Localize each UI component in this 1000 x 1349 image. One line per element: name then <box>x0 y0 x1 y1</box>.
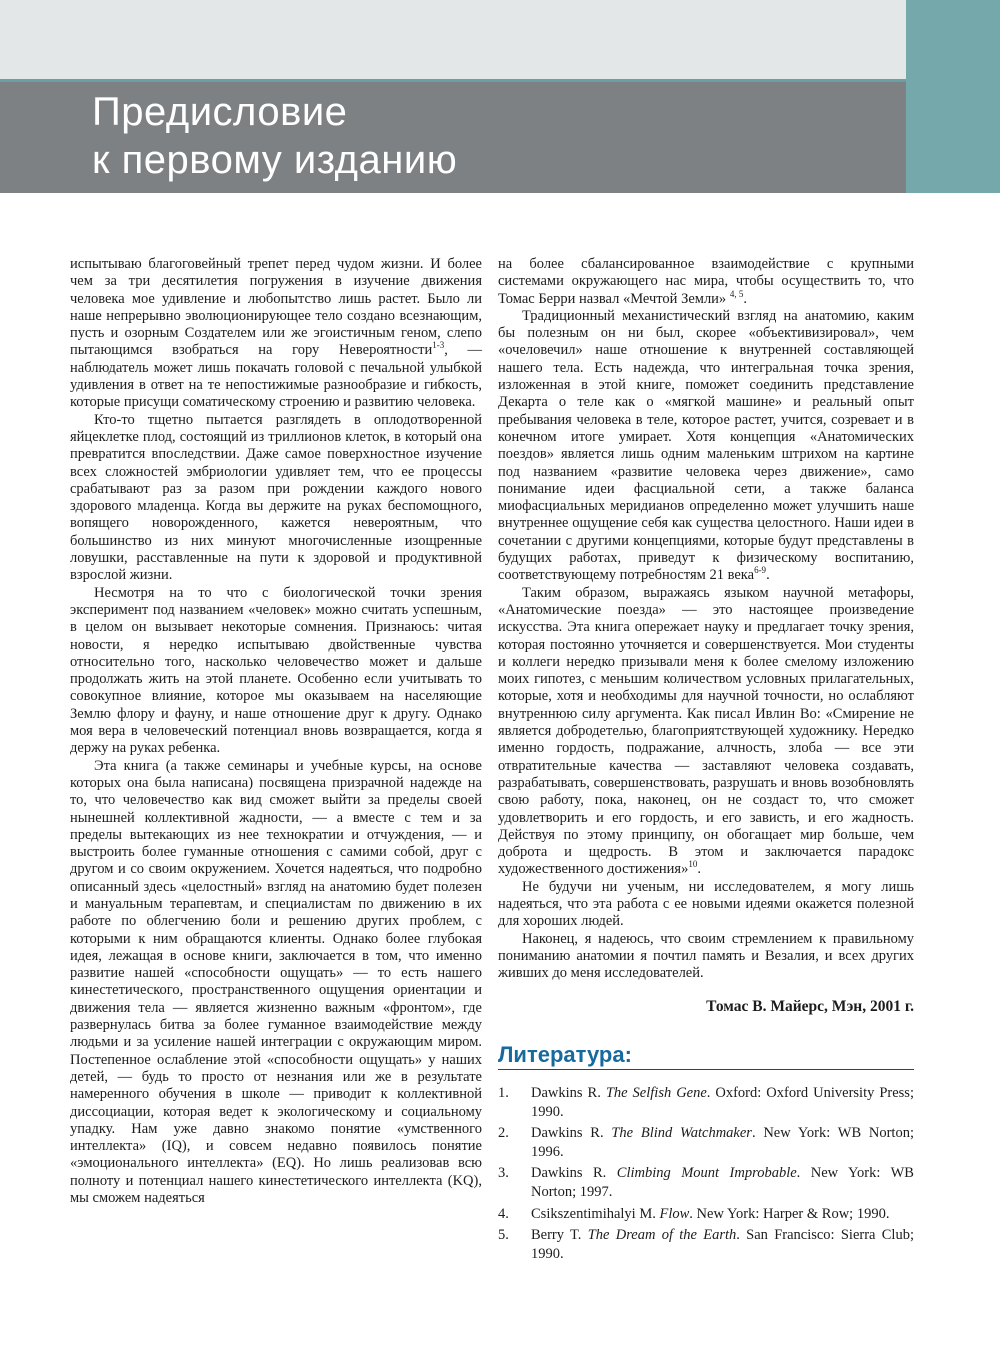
reference-item <box>498 1226 914 1263</box>
page-title-line1: Предисловие <box>92 90 348 134</box>
text-segment: . <box>697 861 701 878</box>
reference-text <box>531 1084 914 1121</box>
paragraph <box>70 585 482 758</box>
author-signature: Томас В. Майерс, Мэн, 2001 г. <box>706 998 914 1016</box>
text-segment: , — наблюдатель может лишь покачать головой с печальной улыбкой удивления в ответ на те непостижимые разнообразие и гибкость, которые присущи соматическому строению и развитию человека. <box>70 342 482 411</box>
literature-section <box>498 1041 914 1264</box>
header-light-band <box>0 0 906 79</box>
reference-item <box>498 1124 914 1161</box>
reference-title: The Selfish Gene <box>605 1085 707 1102</box>
text-segment: Berry T. <box>531 1227 588 1244</box>
text-segment: Csikszentimihalyi M. <box>531 1205 660 1222</box>
paragraph <box>498 585 914 879</box>
literature-heading: Литература: <box>498 1041 632 1067</box>
reference-number: 5. <box>498 1227 509 1244</box>
reference-list <box>498 1084 914 1263</box>
reference-title: Flow <box>659 1205 690 1222</box>
footnote-reference: 6-9 <box>754 565 767 576</box>
text-segment: Эта книга (а также семинары и учебные курсы, на основе которых она была написана) посвящена призрачной надежде на то, что человечество как вид сможет выйти за пределы своей нынешней коллективной жадности, — а вместе с тем и за пределы вытекающих из нее технократии и отчуждения, — и выстроить более гуманные отношения с самими собой, друг с другом и со своим окружением. Хочется надеяться, что подробно описанный здесь «целостный» взгляд на анатомию будет полезен и мануальным терапевтам, и специалистам по движению в их работе по облегчению боли и решению других проблем, с которыми к ним обращаются клиенты. Однако более глубокая идея, лежащая в основе книги, заключается в том, что именно развитие нашей «способности ощущать» — то есть нашего кинестетического, пространственного ощущения ориентации и движения тела — является жизненно важным «фронтом», где развернулась битва за более гуманное взаимодействие между людьми и за усиление нашей интеграции с окружающим миром. Постепенное ослабление этой «способности ощущать» у наших детей, — будь то просто от незнания или же в результате намеренного обучения в школе — приводит к коллективной диссоциации, которая ведет к экологическому и социальному упадку. Нам уже давно знакомо понятие «умственного интеллекта» (IQ), и совсем недавно появилось понятие «эмоционального интеллекта» (EQ). Но лишь реализовав всю полноту и потенциал нашего кинестетического интеллекта (KQ), мы сможем надеяться <box>70 757 482 1207</box>
right-text-column <box>498 256 914 1266</box>
text-segment: на более сбалансированное взаимодействие с крупными системами окружающего нас мира, чтобы осуществить то, что Томас Берри назвал «Мечтой Земли» <box>498 256 914 307</box>
text-segment: Не будучи ни ученым, ни исследователем, я могу лишь надеяться, что эта работа с ее новыми идеями окажется полезной для хороших людей. <box>498 878 914 930</box>
reference-number: 1. <box>498 1085 509 1102</box>
paragraph <box>70 256 482 412</box>
left-text-column <box>70 256 482 1207</box>
paragraph <box>70 758 482 1208</box>
text-segment: Таким образом, выражаясь языком научной метафоры, «Анатомические поезда» — это настоящее произведение искусства. Эта книга опережает науку и предлагает точку зрения, которая постоянно уточняется и совершенствуется. Мои студенты и коллеги нередко призывали меня к более смелому изложению моих гипотез, с меньшим количеством условных прилагательных, которые, хотя и необходимы для научной точности, но ослабляют внутреннюю силу аргумента. Как писал Ивлин Во: «Смирение не является добродетелью, благоприятствующей художнику. Нередко именно гордость, подражание, алчность, злоба — все эти отвратительные качества — заставляют человека создавать, разрабатывать, совершенствовать, разрушать и вновь возобновлять свою работу, пока, наконец, он не создаст то, что сможет удовлетворить и его гордость, и его зависть, и его жадность. Действуя по этому принципу, он обогащает мир больше, чем доброта и щедрость. В этом и заключается парадокс художественного достижения» <box>498 584 914 878</box>
literature-rule <box>498 1069 914 1070</box>
text-segment: . San Francisco: Sierra Club; 1990. <box>531 1227 914 1262</box>
text-segment: Кто-то тщетно пытается разглядеть в оплодотворенной яйцеклетке плод, состоящий из триллионов клеток, в который она превратится впоследствии. Даже самое поверхностное изучение всех сложностей эмбриологии удивляет тем, что ее процессы срабатывают раз за разом при рождении каждого нового здорового младенца. Когда вы держите на руках беспомощного, вопящего новорожденного, кажется невероятным, что большинство из них минуют многочисленные изощренные ловушки, расставленные на пути к здоровой и продуктивной взрослой жизни. <box>70 411 482 584</box>
reference-title: The Dream of the Earth <box>587 1227 737 1244</box>
reference-number: 4. <box>498 1205 509 1222</box>
page-title <box>92 88 457 184</box>
text-segment: . Oxford: Oxford University Press; 1990. <box>531 1085 914 1120</box>
reference-text <box>531 1205 914 1224</box>
paragraph <box>498 308 914 585</box>
footnote-reference: 10 <box>688 859 698 870</box>
paragraph <box>70 412 482 585</box>
text-segment: Dawkins R. <box>531 1085 606 1102</box>
reference-number: 3. <box>498 1165 509 1182</box>
text-segment: Наконец, я надеюсь, что своим стремлением к правильному пониманию анатомии я почтил память и Везалия, и всех других живших до меня исследователей. <box>498 930 914 982</box>
reference-title: Climbing Mount Improbable <box>616 1165 797 1182</box>
paragraph <box>498 256 914 308</box>
footnote-reference: 1-3 <box>432 340 445 351</box>
right-column-paragraphs <box>498 256 914 982</box>
page-title-line2: к первому изданию <box>92 138 458 182</box>
reference-item <box>498 1164 914 1201</box>
reference-text <box>531 1164 914 1201</box>
text-segment: . <box>743 290 747 307</box>
text-segment: испытываю благоговейный трепет перед чудом жизни. И более чем за три десятилетия погружения в изучение движения человека мое удивление и любопытство лишь растет. Было ли наше непрерывно эволюционирующее тело создано всезнающим, пусть и озорным Создателем или же эгоистичным геном, слепо пытающимся взобраться на гору Невероятности <box>70 256 482 359</box>
reference-title: The Blind Watchmaker <box>611 1125 752 1142</box>
text-segment: Dawkins R. <box>531 1125 612 1142</box>
reference-item <box>498 1205 914 1224</box>
teal-corner-block <box>906 0 1000 193</box>
text-segment: Dawkins R. <box>531 1165 617 1182</box>
reference-text <box>531 1226 914 1263</box>
text-segment: Несмотря на то что с биологической точки зрения эксперимент под названием «человек» можно считать успешным, в целом он вызывает некоторые сомнения. Признаюсь: читая новости, я нередко испытываю двойственные чувства относительно того, насколько человечество может и дальше продолжать жить на этой планете. Особенно если учитывать то совокупное влияние, которое мы оказываем на населяющие Землю флору и фауну, и наше отношение друг к другу. Однако моя вера в человеческий потенциал вновь возвращается, когда я держу на руках ребенка. <box>70 584 482 757</box>
text-segment: . New York: WB Norton; 1996. <box>531 1125 914 1160</box>
reference-item <box>498 1084 914 1121</box>
text-segment: Традиционный механистический взгляд на анатомию, каким бы полезным он ни был, скорее «объективизировал», чем «очеловечил» наше отношение к внутренней составляющей нашего тела. Есть надежда, что интегральная точка зрения, изложенная в этой книге, поможет соединить представление Декарта о теле как о «мягкой машине» и реальный опыт пребывания человека в теле, которое растет, учится, созревает и в конечном итоге умирает. Хотя концепция «Анатомических поездов» является лишь одним маленьким штрихом на картине под названием «развитие человека через движение», само понимание идеи фасциальной сети, а также баланса миофасциальных меридианов определенно может улучшить наше внутреннее ощущение себя как существа целостного. Наши идеи в сочетании с другими концепциями, которые будут представлены в будущих работах, приведут к физическому воспитанию, соответствующему потребностям 21 века <box>498 307 914 584</box>
footnote-reference: 4, 5 <box>729 288 744 299</box>
paragraph <box>498 931 914 983</box>
paragraph <box>498 879 914 931</box>
text-segment: . <box>766 567 770 584</box>
reference-text <box>531 1124 914 1161</box>
text-segment: . New York: Harper & Row; 1990. <box>689 1205 890 1222</box>
text-segment: . New York: WB Norton; 1997. <box>531 1165 914 1201</box>
reference-number: 2. <box>498 1125 509 1142</box>
